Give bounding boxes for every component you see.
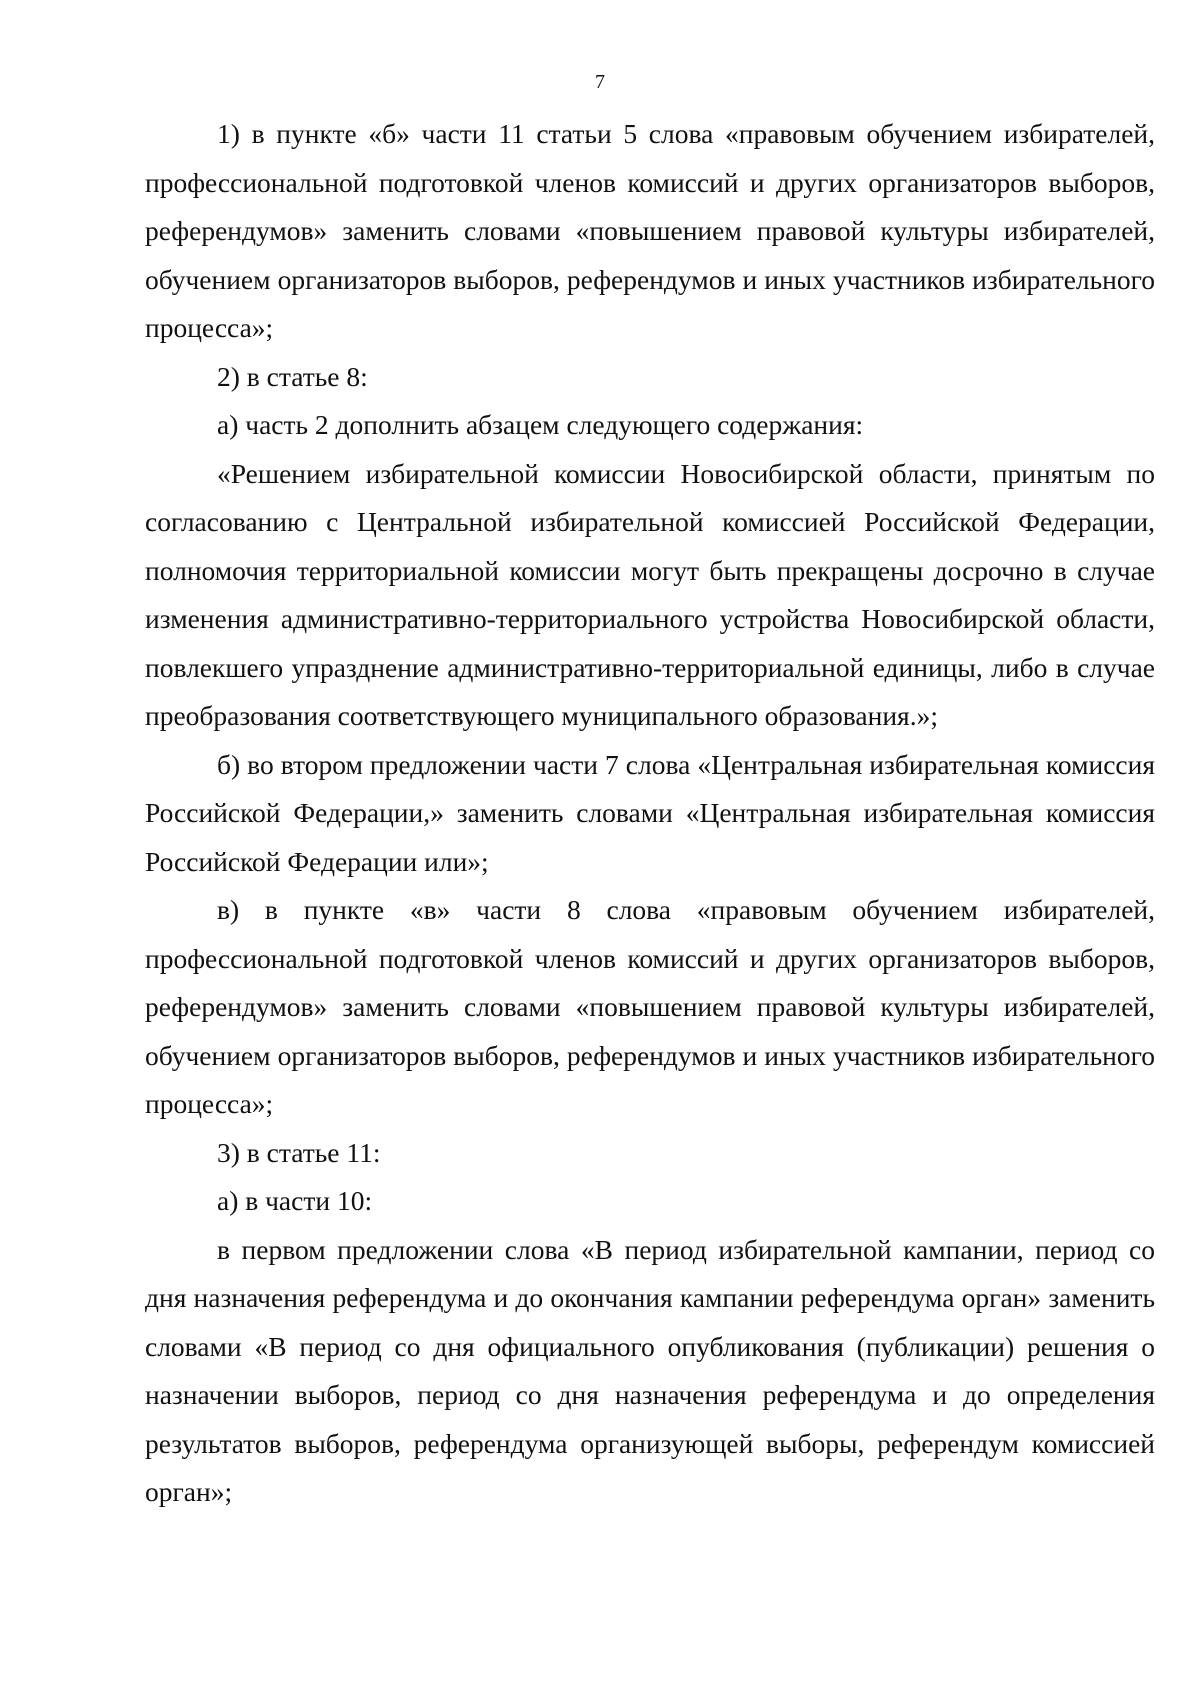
paragraph-amendment-3: 3) в статье 11: <box>217 1136 381 1168</box>
paragraph-amendment-2a: а) часть 2 дополнить абзацем следующего содержания: <box>217 409 864 440</box>
paragraph-amendment-3a: а) в части 10: <box>217 1185 373 1216</box>
page-number: 7 <box>595 71 605 93</box>
paragraph-amendment-2b: б) во втором предложении части 7 слова «Центральная избирательная комиссия Российской Федерации,» заменить словами «Центральная избирательная комиссия Российской Федерации или»; <box>145 748 1155 877</box>
paragraph-amendment-2: 2) в статье 8: <box>217 360 368 392</box>
paragraph-amendment-1: 1) в пункте «б» части 11 статьи 5 слова «правовым обучением избирателей, профессиональной подготовкой членов комиссий и других организаторов выборов, референдумов» заменить словами «повышением правовой культуры избирателей, обучением организаторов выборов, референдумов и иных участников избирательного процесса»; <box>145 118 1155 343</box>
document-body <box>145 110 1155 1517</box>
paragraph-quoted-text: «Решением избирательной комиссии Новосибирской области, принятым по согласованию с Центральной избирательной комиссией Российской Федерации, полномочия территориальной комиссии могут быть прекращены досрочно в случае изменения административно-территориального устройства Новосибирской области, повлекшего упразднение административно-территориальной единицы, либо в случае преобразования соответствующего муниципального образования.»; <box>145 457 1155 731</box>
paragraph-amendment-2v: в) в пункте «в» части 8 слова «правовым обучением избирателей, профессиональной подготовкой членов комиссий и других организаторов выборов, референдумов» заменить словами «повышением правовой культуры избирателей, обучением организаторов выборов, референдумов и иных участников избирательного процесса»; <box>145 894 1155 1119</box>
paragraph-first-sentence: в первом предложении слова «В период избирательной кампании, период со дня назначения референдума и до окончания кампании референдума орган» заменить словами «В период со дня официального опубликования (публикации) решения о назначении выборов, период со дня назначения референдума и до определения результатов выборов, референдума организующей выборы, референдум комиссией орган»; <box>145 1233 1155 1507</box>
